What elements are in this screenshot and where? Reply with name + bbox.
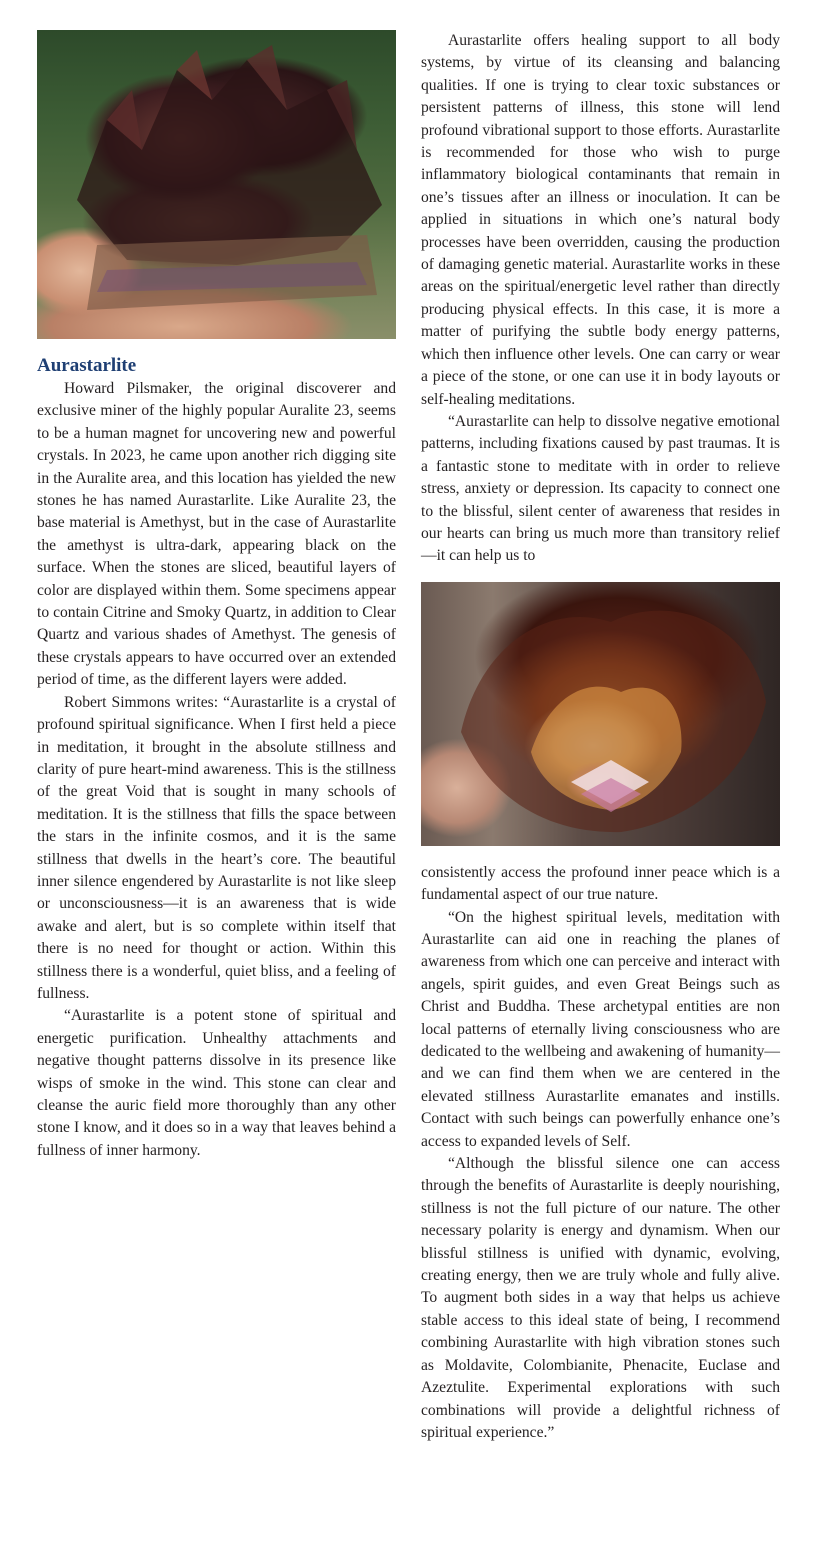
body-paragraph: “On the highest spiritual levels, meditation with Aurastarlite can aid one in reaching the planes of awareness from which one can perceive and interact with angels, spirit guides, and even Great Beings such as Christ and Buddha. These archetypal entities are non local patterns of eternally living consciousness who are dedicated to the wellbeing and awakening of humanity—and we can find them when we are centered in the elevated stillness Aurastarlite emanates and instills. Contact with such beings can powerfully enhance one’s access to expanded levels of Self. [421,908,780,1150]
body-paragraph: “Aurastarlite can help to dissolve negative emotional patterns, including fixations caused by past traumas. It is a fantastic stone to meditate with in order to relieve stress, anxiety or depression. Its capacity to connect one to the blissful, silent center of awareness that resides in our hearts can bring us much more than transitory relief—it can help us to [421,412,780,565]
left-column [37,30,396,1162]
body-paragraph: Howard Pilsmaker, the original discoverer and exclusive miner of the highly popular Auralite 23, seems to be a human magnet for uncovering new and powerful crystals. In 2023, he came upon another rich digging site in the Auralite area, and this location has yielded the new stones he has named Aurastarlite. Like Auralite 23, the base material is Amethyst, but in the case of Aurastarlite the amethyst is ultra-dark, appearing black on the surface. When the stones are sliced, beautiful layers of color are displayed within them. Some specimens appear to contain Citrine and Smoky Quartz, in addition to Clear Quartz and various shades of Amethyst. The genesis of these crystals appears to have occurred over an extended period of time, as the different layers were added. [37,380,396,689]
body-paragraph: “Although the blissful silence one can access through the benefits of Aurastarlite is deeply nourishing, stillness is not the full picture of our nature. The other necessary polarity is energy and dynamism. When our blissful stillness is unified with dynamic, evolving, creating energy, then we are truly whole and fully alive. To augment both sides in a way that helps us achieve stable access to this ideal state of being, I recommend combining Aurastarlite with high vibration stones such as Moldavite, Colombianite, Phenacite, Euclase and Azeztulite. Experimental explorations with such combinations will provide a delightful richness of spiritual experience.” [421,1155,780,1441]
body-paragraph: Aurastarlite offers healing support to all body systems, by virtue of its cleansing and balancing qualities. If one is trying to clear toxic substances or persistent patterns of illness, this stone will lend profound vibrational support to those efforts. Aurastarlite is recommended for those who wish to purge inflammatory biological contaminants that remain in one’s tissues after an illness or inoculation. It can be applied in situations in which one’s natural body processes have been overridden, causing the production of damaging genetic material. Aurastarlite works in these areas on the spiritual/energetic level rather than directly producing physical effects. In this case, it is more a matter of purifying the subtle body energy patterns, which then influence other levels. One can carry or wear a piece of the stone, or one can use it in body layouts or self-healing meditations. [421,32,780,408]
body-paragraph: consistently access the profound inner peace which is a fundamental aspect of our true nature. [421,863,780,904]
body-paragraph: “Aurastarlite is a potent stone of spiritual and energetic purification. Unhealthy attachments and negative thought patterns dissolve in its presence like wisps of smoke in the wind. This stone can clear and cleanse the auric field more thoroughly than any other stone I know, and it does so in a way that leaves behind a fullness of inner harmony. [37,1007,396,1159]
article-heading: Aurastarlite [37,355,137,376]
body-paragraph: Robert Simmons writes: “Aurastarlite is a crystal of profound spiritual significance. When I first held a piece in meditation, it brought in the absolute stillness and clarity of pure heart-mind awareness. This is the stillness of the great Void that is sought in many schools of meditation. It is the stillness that fills the space between the stars in the infinite cosmos, and it is the same stillness that dwells in the heart’s core. The beautiful inner silence engendered by Aurastarlite is not like sleep or unconsciousness—it is an awareness that is wide awake and alert, but is so complete within itself that there is no need for thought or action. Within this stillness there is a wonderful, quiet bliss, and a feeling of fullness. [37,693,396,1002]
crystal-cluster-photo [37,30,396,339]
right-column [421,30,780,1444]
figure [421,582,780,846]
crystal-points-illustration [37,30,396,339]
sliced-stone-illustration [421,582,780,846]
sliced-stone-photo [421,582,780,846]
